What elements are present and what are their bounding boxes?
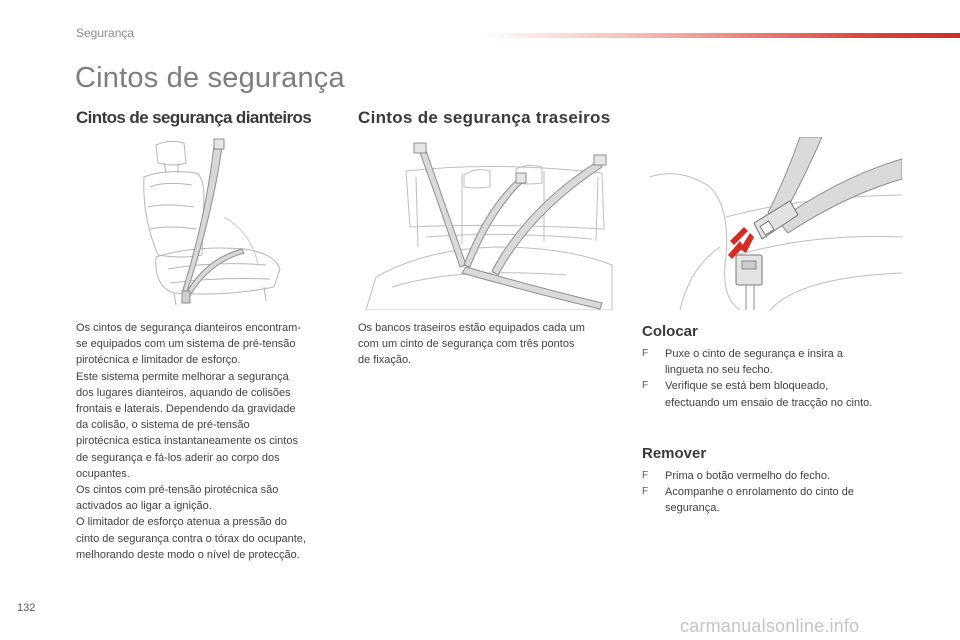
text-line: O limitador de esforço atenua a pressão do <box>76 516 287 529</box>
rear-belts-description <box>358 320 620 369</box>
rear-seat-drawing <box>366 137 616 310</box>
list-item <box>642 468 902 484</box>
list-item <box>642 378 902 410</box>
list-item-line: efectuando um ensaio de tracção no cinto. <box>665 396 873 409</box>
front-seat-drawing <box>134 137 292 310</box>
header-accent-bar <box>480 33 960 38</box>
front-belts-heading: Cintos de segurança dianteiros <box>76 108 312 127</box>
buckle-illustration <box>650 137 902 310</box>
list-item-line: lingueta no seu fecho. <box>665 364 773 377</box>
bullet-marker-icon: F <box>642 470 649 481</box>
text-line: Os cintos de segurança dianteiros encontram- <box>76 322 302 334</box>
list-item <box>642 484 902 516</box>
text-line: com um cinto de segurança com três pontos <box>358 338 575 351</box>
text-line: dos lugares dianteiros, aquando de colisões <box>76 386 291 399</box>
buckle-drawing <box>650 137 902 310</box>
text-line: frontais e laterais. Dependendo da gravidade <box>76 403 296 416</box>
text-line: cinto de segurança contra o tórax do ocupante, <box>76 532 306 545</box>
list-item-line: Acompanhe o enrolamento do cinto de <box>665 486 854 499</box>
front-seat-illustration <box>134 137 292 310</box>
rear-belts-heading: Cintos de segurança traseiros <box>358 108 611 127</box>
text-line: de fixação. <box>358 354 412 367</box>
colocar-heading: Colocar <box>642 323 698 340</box>
text-line: pirotécnica e limitador de esforço. <box>76 354 241 367</box>
text-line: se equipados com um sistema de pré-tensão <box>76 338 296 351</box>
list-item-line: Prima o botão vermelho do fecho. <box>665 470 831 482</box>
text-line: Os cintos com pré-tensão pirotécnica são <box>76 484 279 497</box>
page-number: 132 <box>17 602 36 614</box>
section-label: Segurança <box>76 26 135 40</box>
text-line: pirotécnica estica instantaneamente os cintos <box>76 435 298 448</box>
rear-seat-illustration <box>366 137 616 310</box>
bullet-marker-icon: F <box>642 486 649 498</box>
bullet-marker-icon: F <box>642 348 649 359</box>
remover-heading: Remover <box>642 445 707 462</box>
remover-list <box>642 468 902 517</box>
colocar-list <box>642 346 902 411</box>
text-line: activados ao ligar a ignição. <box>76 500 212 513</box>
list-item <box>642 346 902 378</box>
text-line: da colisão, o sistema de pré-tensão <box>76 419 250 432</box>
bullet-marker-icon: F <box>642 380 649 392</box>
list-item-line: Puxe o cinto de segurança e insira a <box>665 348 843 360</box>
list-item-line: Verifique se está bem bloqueado, <box>665 380 829 393</box>
front-belts-description <box>76 320 341 563</box>
text-line: ocupantes. <box>76 467 130 480</box>
page-title: Cintos de segurança <box>75 62 345 94</box>
text-line: Os bancos traseiros estão equipados cada um <box>358 322 585 334</box>
text-line: melhorando deste modo o nível de protecção. <box>76 548 300 561</box>
list-item-line: segurança. <box>665 502 720 515</box>
text-line: de segurança e fá-los aderir ao corpo dos <box>76 451 280 464</box>
text-line: Este sistema permite melhorar a segurança <box>76 370 289 383</box>
watermark[interactable]: carmanualsonline.info <box>680 616 860 636</box>
